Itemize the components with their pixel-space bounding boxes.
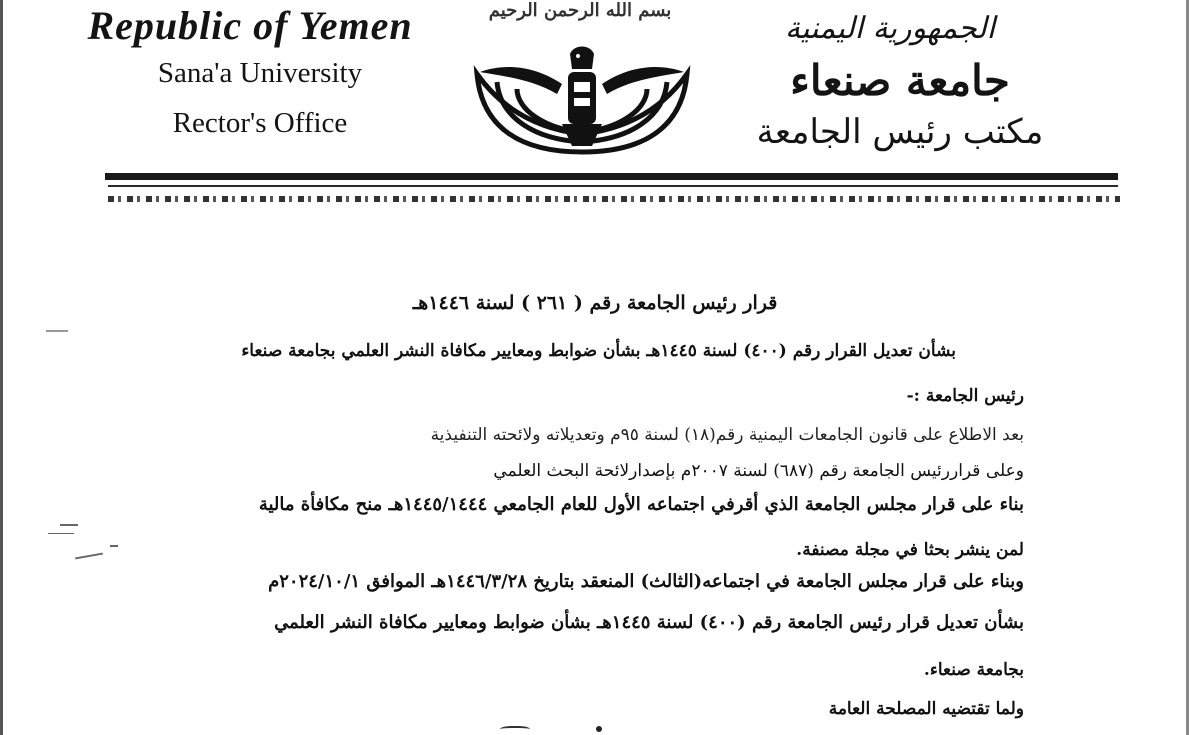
rector-label: رئيس الجامعة :- xyxy=(906,386,1024,406)
preamble-line: بجامعة صنعاء. xyxy=(923,660,1024,680)
margin-scan-mark xyxy=(48,533,74,534)
decision-subject: بشأن تعديل القرار رقم (٤٠٠) لسنة ١٤٤٥هـ بشأن ضوابط ومعايير مكافاة النشر العلمي بجامعة صنعاء xyxy=(241,341,956,361)
preamble-line: بعد الاطلاع على قانون الجامعات اليمنية رقم(١٨) لسنة ٩٥م وتعديلاته ولائحته التنفيذية xyxy=(430,425,1024,445)
arabic-university-name: جامعة صنعاء xyxy=(790,56,1010,105)
arabic-country-name: الجمهورية اليمنية xyxy=(784,11,996,46)
decision-title: قرار رئيس الجامعة رقم ( ٢٦١ ) لسنة ١٤٤٦هـ xyxy=(412,292,778,314)
header-divider-thick xyxy=(105,173,1118,180)
margin-scan-mark xyxy=(60,524,78,526)
preamble-line: وبناء على قرار مجلس الجامعة في اجتماعه(الثالث) المنعقد بتاريخ ١٤٤٦/٣/٢٨هـ الموافق ٢٠٢٤/١٠/١م xyxy=(268,571,1024,592)
cut-off-text-fragment xyxy=(596,726,602,732)
basmala-text: بسم الله الرحمن الرحيم xyxy=(488,0,672,21)
margin-scan-mark xyxy=(46,330,68,332)
cut-off-text-fragment xyxy=(500,726,530,734)
header-divider-thin xyxy=(108,185,1118,187)
yemen-eagle-emblem-icon xyxy=(462,34,702,164)
preamble-line: ولما تقتضيه المصلحة العامة xyxy=(828,699,1024,719)
header-divider-dotted xyxy=(108,196,1120,202)
margin-scan-mark xyxy=(75,553,103,560)
preamble-line: وعلى قراررئيس الجامعة رقم (٦٨٧) لسنة ٢٠٠٧م بإصدارلائحة البحث العلمي xyxy=(493,461,1024,481)
preamble-line: بناء على قرار مجلس الجامعة الذي أقرفي اجتماعه الأول للعام الجامعي ١٤٤٥/١٤٤٤هـ منح مكافأة مالية xyxy=(258,494,1024,515)
preamble-line: لمن ينشر بحثا في مجلة مصنفة. xyxy=(796,540,1024,560)
arabic-office-name: مكتب رئيس الجامعة xyxy=(756,112,1044,152)
english-university-name: Sana'a University xyxy=(157,57,363,89)
scan-left-edge xyxy=(0,0,3,735)
arabic-letterhead xyxy=(735,4,1065,156)
english-country-name: Republic of Yemen xyxy=(87,3,413,48)
margin-scan-mark xyxy=(110,545,118,547)
english-letterhead xyxy=(87,3,420,148)
english-office-name: Rector's Office xyxy=(172,107,348,139)
preamble-line: بشأن تعديل قرار رئيس الجامعة رقم (٤٠٠) لسنة ١٤٤٥هـ بشأن ضوابط ومعايير مكافاة النشر العلمي xyxy=(274,612,1024,633)
